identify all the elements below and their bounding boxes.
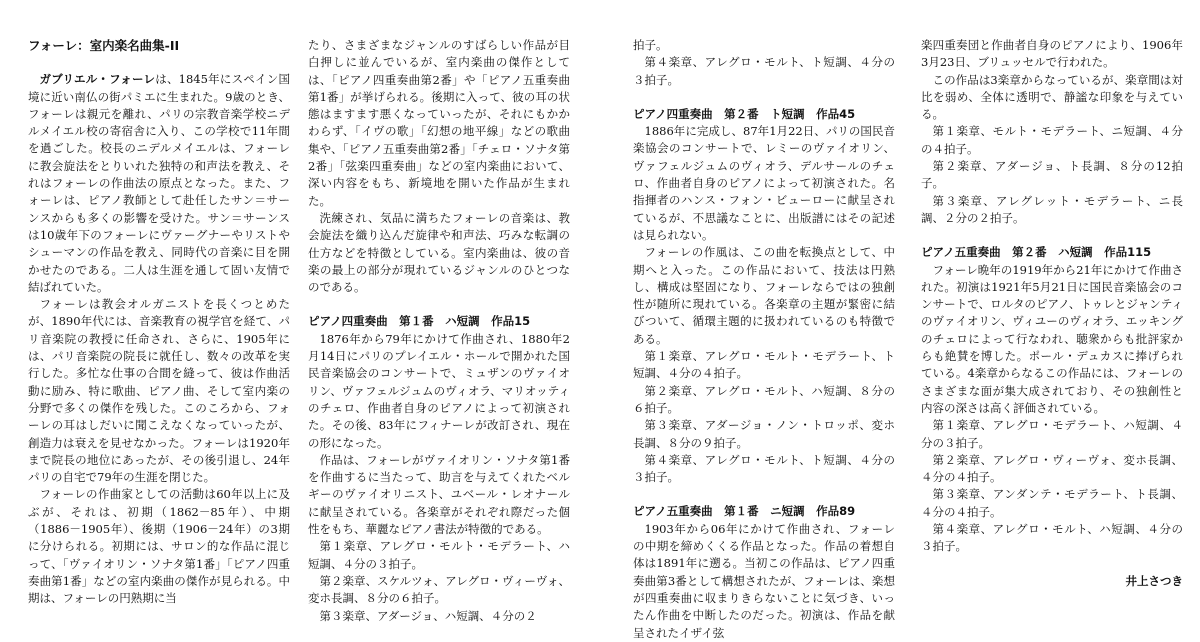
paragraph: 1876年から79年にかけて作曲され、1880年2月14日にパリのプレイエル・ホールで開かれた国民音楽協会のコンサートで、ミュザンのヴァイオリン、ヴァフェルジュムのヴィオラ、マリオッティのチェロ、作曲者自身のピアノによって初演された。その後、83年にフィナーレが改訂され、現在の形になった。: [308, 331, 570, 450]
section-heading: ピアノ五重奏曲 第２番 ハ短調 作品115: [921, 245, 1152, 260]
page-title: フォーレ：室内楽名曲集-II: [28, 38, 180, 53]
movement-item: 第１楽章、アレグロ・モルト・モデラート、ハ短調、４分の３拍子。: [308, 539, 570, 571]
paragraph: 洗練され、気品に満ちたフォーレの音楽は、教会旋法を織り込んだ旋律や和声法、巧みな転調の仕方などを特徴としている。室内楽曲は、彼の音楽の最上の部分が現れているジャンルのひとつなのである。: [308, 210, 570, 295]
movement-item: 第３楽章、アレグレット・モデラート、ニ長調、２分の２拍子。: [921, 193, 1183, 225]
paragraph: たり、さまざまなジャンルのすばらしい作品が目白押しに並んでいるが、室内楽曲の傑作としては、「ピアノ四重奏曲第2番」や「ピアノ五重奏曲第1番」が挙げられる。後期に入って、彼の耳の状態はますます悪くなっていったが、それにもかかわらず、「イヴの歌」「幻想の地平線」などの歌曲集や、「ピアノ五重奏曲第2番」「チェロ・ソナタ第2番」「弦楽四重奏曲」などの室内楽曲において、深い内容をもち、新境地を開いた作品が生まれた。: [308, 38, 570, 208]
text-column-1: [28, 37, 290, 608]
paragraph: この作品は3楽章からなっているが、楽章間は対比を弱め、全体に透明で、静謐な印象を与えている。: [921, 72, 1183, 122]
paragraph: 拍子。: [633, 38, 668, 52]
paragraph: フォーレの作曲家としての活動は60年以上に及ぶが、それは、初期（1862－85年）、中期（1886－1905年）、後期（1906－24年）の3期に分けられる。初期には、サロン的な作品に混じって、「ヴァイオリン・ソナタ第1番」「ピアノ四重奏曲第1番」などの室内楽曲の傑作が見られる。中期は、フォーレの円熟期に当: [28, 487, 290, 606]
movement-item: 第２楽章、アダージョ、ト長調、８分の12拍子。: [921, 159, 1183, 191]
text-column-2: [308, 37, 570, 625]
paragraph: 1886年に完成し、87年1月22日、パリの国民音楽協会のコンサートで、レミーのヴァイオリン、ヴァフェルジュムのヴィオラ、デルサールのチェロ、作曲者自身のピアノによって初演された。名指揮者のハンス・フォン・ビューローに献呈されているが、不思議なことに、出版譜にはその記述は見られない。: [633, 124, 895, 242]
movement-item: 第１楽章、アレグロ・モルト・モデラート、ト短調、４分の４拍子。: [633, 349, 895, 381]
movement-item: 第２楽章、スケルツォ、アレグロ・ヴィーヴォ、変ホ長調、８分の６拍子。: [308, 573, 570, 606]
paragraph: [28, 71, 290, 296]
paragraph: フォーレの作風は、この曲を転換点として、中期へと入った。この作品において、技法は円熟し、構成は堅固になり、フォーレならではの独創性が随所に現れている。各楽章の主題が緊密に結びついて、循環主題的に扱われているのも特徴である。: [633, 245, 895, 346]
movement-item: 第１楽章、モルト・モデラート、ニ短調、４分の４拍子。: [921, 124, 1183, 156]
movement-item: 第３楽章、アンダンテ・モデラート、ト長調、４分の４拍子。: [921, 487, 1183, 519]
paragraph: 作品は、フォーレがヴァイオリン・ソナタ第1番を作曲するに当たって、助言を与えてくれたベルギーのヴァイオリニスト、ユベール・レオナールに献呈されている。各楽章がそれぞれ際だった個性をもち、華麗なピアノ書法が特徴的である。: [308, 452, 570, 537]
paragraph-text: は、1845年にスペイン国境に近い南仏の街パミエに生まれた。9歳のとき、フォーレは親元を離れ、パリの宗教音楽学校ニデルメイエル校の寄宿舎に入り、この学校で11年間を過ごした。校長のニデルメイエルは、フォーレに教会旋法をとりいれた独特の和声法を教え、それはフォーレの作曲法の原点となった。また、フォーレは、ピアノ教師として赴任したサン＝サーンスからも多くの影響を受けた。サン＝サーンスは10歳年下のフォーレにヴァーグナーやリストやシューマンの作品を教え、同時代の音楽に目を開かせたのである。二人は生涯を通して固い友情で結ばれていた。: [28, 72, 290, 294]
paragraph: フォーレは教会オルガニストを長くつとめたが、1890年代には、音楽教育の視学官を経て、パリ音楽院の教授に任命され、さらに、1905年には、パリ音楽院の院長に就任し、数々の改革を実行した。多忙な仕事の合間を縫って、彼は作曲活動に励み、特に歌曲、ピアノ曲、そして室内楽の分野で多くの傑作を残した。このころから、フォーレの耳はしだいに聞こえなくなっていったが、創造力は衰えを見せなかった。フォーレは1920年まで院長の地位にあったが、その後引退し、24年パリの自宅で79年の生涯を閉じた。: [28, 297, 290, 485]
paragraph: フォーレ晩年の1919年から21年にかけて作曲された。初演は1921年5月21日に国民音楽協会のコンサートで、ロルタのピアノ、トゥレとジャンティのヴァイオリン、ヴィユーのヴィオラ、エッキングのチェロによって行なわれ、聴衆からも批評家からも絶賛を博した。ポール・デュカスに捧げられている。4楽章からなるこの作品には、フォーレのさまざまな面が集大成されており、その独創性と内容の深さは高く評価されている。: [921, 262, 1183, 415]
text-column-3: [633, 37, 895, 642]
movement-item: 第４楽章、アレグロ・モルト、ハ短調、４分の３拍子。: [921, 522, 1183, 554]
movement-item: 第１楽章、アレグロ・モデラート、ハ短調、４分の３拍子。: [921, 418, 1183, 450]
movement-item: 第２楽章、アレグロ・モルト、ハ短調、８分の６拍子。: [633, 383, 895, 415]
text-column-4: [921, 37, 1183, 590]
movement-item: 第３楽章、アダージョ・ノン・トロッポ、変ホ長調、８分の９拍子。: [633, 418, 895, 450]
paragraph: 1903年から06年にかけて作曲され、フォーレの中期を締めくくる作品となった。作品の着想自体は1891年に遡る。当初この作品は、ピアノ四重奏曲第3番として構想されたが、フォーレは、楽想が四重奏曲に収まりきらないことに気づき、いったん作曲を中断したのだった。初演は、作品を献呈されたイザイ弦: [633, 521, 895, 640]
section-heading: ピアノ四重奏曲 第２番 ト短調 作品45: [633, 106, 856, 121]
section-heading: ピアノ四重奏曲 第１番 ハ短調 作品15: [308, 314, 531, 329]
movement-item: 第４楽章、アレグロ・モルト、ト短調、４分の３拍子。: [633, 55, 895, 87]
movement-item: 第２楽章、アレグロ・ヴィーヴォ、変ホ長調、４分の４拍子。: [921, 452, 1183, 485]
author-name: 井上さつき: [1125, 573, 1183, 588]
composer-name: ガブリエル・フォーレ: [39, 72, 156, 87]
movement-item: 第３楽章、アダージョ、ハ短調、４分の２: [319, 608, 537, 623]
paragraph: 楽四重奏団と作曲者自身のピアノにより、1906年3月23日、ブリュッセルで行われた。: [921, 38, 1183, 70]
movement-item: 第４楽章、アレグロ・モルト、ト短調、４分の３拍子。: [633, 452, 895, 485]
section-heading: ピアノ五重奏曲 第１番 ニ短調 作品89: [633, 504, 856, 519]
